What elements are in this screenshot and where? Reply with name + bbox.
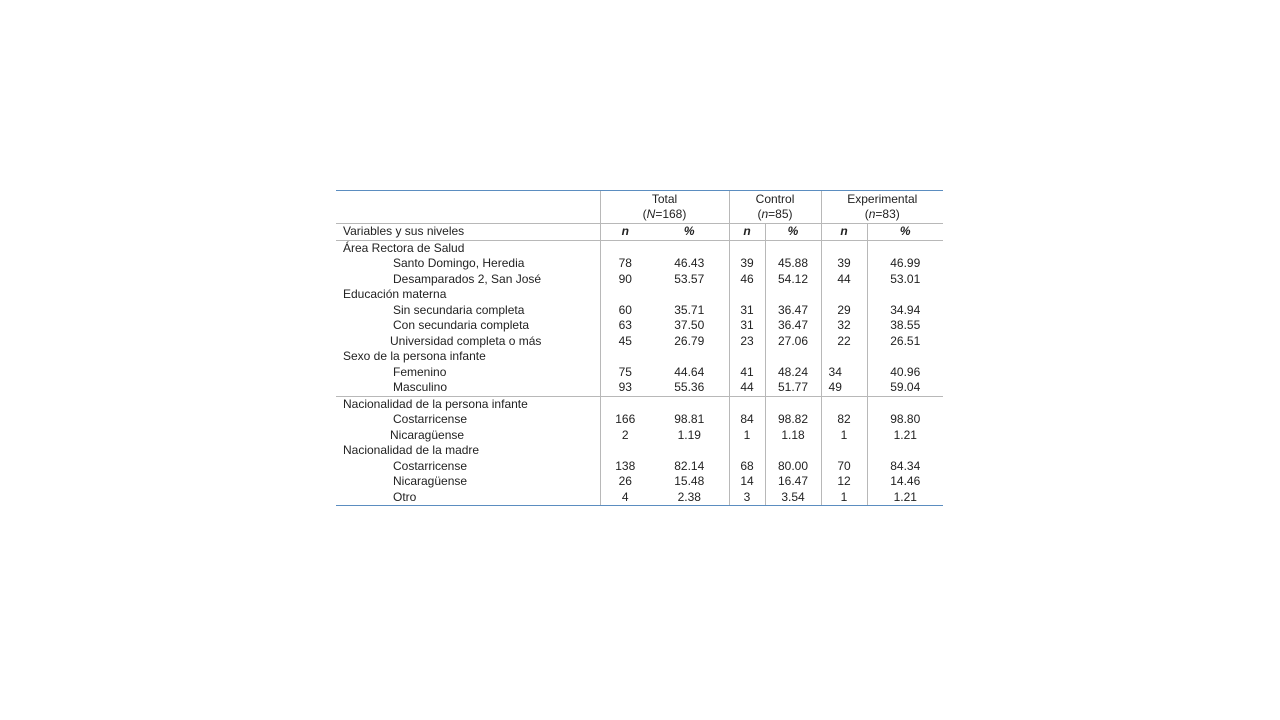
group-label-total: Total bbox=[651, 192, 678, 206]
total-n-cell: 45 bbox=[600, 334, 650, 350]
total-n-header: n bbox=[600, 224, 650, 241]
control-n-cell: 31 bbox=[729, 318, 765, 334]
control-n-cell: 39 bbox=[729, 256, 765, 272]
group-size-prefix: ( bbox=[757, 206, 762, 221]
total-n-cell: 63 bbox=[600, 318, 650, 334]
total-n-cell: 60 bbox=[600, 303, 650, 319]
group-size-prefix: ( bbox=[642, 206, 647, 221]
empty-cell bbox=[821, 349, 867, 365]
header-blank-cell bbox=[336, 191, 600, 224]
section-title: Nacionalidad de la persona infante bbox=[336, 396, 600, 412]
sample-characteristics-table bbox=[336, 190, 943, 506]
control-n-cell: 84 bbox=[729, 412, 765, 428]
experimental-pct-cell: 14.46 bbox=[867, 474, 943, 490]
empty-cell bbox=[867, 287, 943, 303]
total-pct-cell: 1.19 bbox=[677, 427, 701, 442]
experimental-pct-cell: 46.99 bbox=[867, 256, 943, 272]
section-header-row bbox=[336, 349, 943, 365]
empty-cell bbox=[867, 349, 943, 365]
experimental-n-cell: 49 bbox=[821, 380, 867, 396]
empty-cell bbox=[650, 349, 729, 365]
empty-cell bbox=[600, 443, 650, 459]
group-size-value: =168) bbox=[655, 206, 687, 221]
table-row bbox=[336, 380, 943, 396]
empty-cell bbox=[729, 443, 765, 459]
control-n-cell: 68 bbox=[729, 459, 765, 475]
experimental-pct-cell: 1.21 bbox=[867, 428, 943, 444]
control-n-header: n bbox=[729, 224, 765, 241]
level-label: Costarricense bbox=[393, 412, 468, 426]
group-header-row bbox=[336, 191, 943, 224]
empty-cell bbox=[765, 396, 821, 412]
total-pct-cell: 55.36 bbox=[674, 380, 705, 394]
control-pct-cell: 16.47 bbox=[765, 474, 821, 490]
empty-cell bbox=[867, 443, 943, 459]
empty-cell bbox=[600, 240, 650, 256]
control-n-cell: 41 bbox=[729, 365, 765, 381]
experimental-n-cell: 44 bbox=[821, 272, 867, 288]
control-pct-header: % bbox=[765, 224, 821, 241]
experimental-n-cell: 32 bbox=[821, 318, 867, 334]
total-n-cell: 166 bbox=[600, 412, 650, 428]
control-n-cell: 44 bbox=[729, 380, 765, 396]
empty-cell bbox=[867, 396, 943, 412]
table-row bbox=[336, 334, 943, 350]
section-title: Área Rectora de Salud bbox=[343, 240, 465, 255]
experimental-pct-header: % bbox=[867, 224, 943, 241]
experimental-pct-cell: 40.96 bbox=[867, 365, 943, 381]
experimental-n-cell: 1 bbox=[821, 428, 867, 444]
column-header-row bbox=[336, 224, 943, 241]
level-label: Nicaragüense bbox=[393, 474, 468, 488]
control-n-cell: 23 bbox=[729, 334, 765, 350]
empty-cell bbox=[650, 287, 729, 303]
control-n-cell: 14 bbox=[729, 474, 765, 490]
total-n-cell: 93 bbox=[600, 380, 650, 396]
experimental-n-cell: 29 bbox=[821, 303, 867, 319]
total-pct-cell: 53.57 bbox=[674, 271, 705, 286]
empty-cell bbox=[729, 240, 765, 256]
total-pct-header: % bbox=[650, 224, 729, 241]
group-header-experimental bbox=[821, 191, 943, 224]
level-label: Otro bbox=[336, 490, 600, 506]
empty-cell bbox=[821, 287, 867, 303]
total-n-cell: 26 bbox=[600, 474, 650, 490]
experimental-pct-cell: 26.51 bbox=[867, 334, 943, 350]
level-label: Desamparados 2, San José bbox=[393, 271, 542, 286]
experimental-n-cell: 1 bbox=[821, 490, 867, 506]
control-pct-cell: 80.00 bbox=[765, 459, 821, 475]
experimental-n-cell: 82 bbox=[821, 412, 867, 428]
experimental-pct-cell: 59.04 bbox=[867, 380, 943, 396]
table-row bbox=[336, 428, 943, 444]
experimental-pct-cell: 98.80 bbox=[867, 412, 943, 428]
experimental-n-header: n bbox=[821, 224, 867, 241]
total-n-cell: 75 bbox=[600, 365, 650, 381]
total-pct-cell: 98.81 bbox=[674, 412, 705, 426]
level-label: Femenino bbox=[393, 364, 447, 379]
level-label: Con secundaria completa bbox=[393, 318, 530, 332]
variables-header: Variables y sus niveles bbox=[336, 224, 600, 241]
table-row bbox=[336, 318, 943, 334]
section-header-row bbox=[336, 240, 943, 256]
level-label: Costarricense bbox=[393, 458, 468, 473]
group-label-experimental: Experimental bbox=[847, 192, 918, 206]
experimental-pct-cell: 84.34 bbox=[867, 459, 943, 475]
experimental-pct-cell: 53.01 bbox=[867, 272, 943, 288]
empty-cell bbox=[600, 396, 650, 412]
experimental-n-cell: 70 bbox=[821, 459, 867, 475]
experimental-n-cell: 39 bbox=[821, 256, 867, 272]
control-pct-cell: 45.88 bbox=[765, 256, 821, 272]
level-label: Masculino bbox=[393, 380, 448, 394]
section-header-row bbox=[336, 443, 943, 459]
experimental-pct-cell: 1.21 bbox=[867, 490, 943, 506]
experimental-pct-cell: 34.94 bbox=[867, 303, 943, 319]
empty-cell bbox=[765, 443, 821, 459]
table-row bbox=[336, 459, 943, 475]
empty-cell bbox=[650, 396, 729, 412]
empty-cell bbox=[600, 349, 650, 365]
group-header-control bbox=[729, 191, 821, 224]
empty-cell bbox=[729, 396, 765, 412]
group-size-symbol: n bbox=[868, 206, 876, 221]
section-title: Educación materna bbox=[343, 287, 447, 301]
empty-cell bbox=[650, 443, 729, 459]
section-title: Nacionalidad de la madre bbox=[343, 443, 480, 457]
table-row bbox=[336, 303, 943, 319]
total-n-cell: 78 bbox=[600, 256, 650, 272]
section-header-row bbox=[336, 396, 943, 412]
group-size-prefix: ( bbox=[864, 206, 869, 221]
section-title: Sexo de la persona infante bbox=[343, 349, 486, 363]
control-pct-cell: 3.54 bbox=[765, 490, 821, 506]
table-row bbox=[336, 272, 943, 288]
empty-cell bbox=[650, 240, 729, 256]
control-n-cell: 1 bbox=[729, 428, 765, 444]
control-pct-cell: 1.18 bbox=[765, 428, 821, 444]
total-pct-cell: 26.79 bbox=[674, 333, 705, 348]
empty-cell bbox=[867, 240, 943, 256]
group-size-value: =85) bbox=[768, 206, 793, 221]
level-label: Santo Domingo, Heredia bbox=[393, 256, 525, 270]
empty-cell bbox=[729, 349, 765, 365]
experimental-n-cell: 12 bbox=[821, 474, 867, 490]
empty-cell bbox=[600, 287, 650, 303]
control-n-cell: 46 bbox=[729, 272, 765, 288]
control-pct-cell: 48.24 bbox=[765, 365, 821, 381]
group-size-symbol: N bbox=[646, 206, 656, 221]
level-label: Nicaragüense bbox=[390, 427, 465, 442]
group-label-control: Control bbox=[755, 192, 795, 206]
total-n-cell: 4 bbox=[600, 490, 650, 506]
experimental-pct-cell: 38.55 bbox=[867, 318, 943, 334]
empty-cell bbox=[765, 287, 821, 303]
table-row bbox=[336, 490, 943, 506]
table-row bbox=[336, 412, 943, 428]
table-row bbox=[336, 365, 943, 381]
group-size-control bbox=[730, 207, 821, 222]
level-label: Universidad completa o más bbox=[390, 333, 542, 348]
empty-cell bbox=[821, 443, 867, 459]
total-pct-cell: 2.38 bbox=[650, 490, 729, 506]
total-n-cell: 90 bbox=[600, 272, 650, 288]
experimental-n-cell: 34 bbox=[821, 365, 867, 381]
total-pct-cell: 37.50 bbox=[674, 318, 705, 332]
empty-cell bbox=[821, 240, 867, 256]
control-pct-cell: 36.47 bbox=[765, 303, 821, 319]
control-n-cell: 31 bbox=[729, 303, 765, 319]
control-pct-cell: 51.77 bbox=[765, 380, 821, 396]
level-label: Sin secundaria completa bbox=[393, 302, 525, 317]
group-size-value: =83) bbox=[875, 206, 900, 221]
section-header-row bbox=[336, 287, 943, 303]
control-pct-cell: 54.12 bbox=[765, 272, 821, 288]
table-row bbox=[336, 474, 943, 490]
total-n-cell: 138 bbox=[600, 459, 650, 475]
control-n-cell: 3 bbox=[729, 490, 765, 506]
control-pct-cell: 98.82 bbox=[765, 412, 821, 428]
total-n-cell: 2 bbox=[600, 428, 650, 444]
total-pct-cell: 46.43 bbox=[674, 256, 705, 270]
group-header-total bbox=[600, 191, 729, 224]
total-pct-cell: 15.48 bbox=[674, 474, 705, 488]
control-pct-cell: 36.47 bbox=[765, 318, 821, 334]
data-table-container bbox=[336, 190, 943, 506]
empty-cell bbox=[765, 349, 821, 365]
empty-cell bbox=[729, 287, 765, 303]
empty-cell bbox=[821, 396, 867, 412]
experimental-n-cell: 22 bbox=[821, 334, 867, 350]
total-pct-cell: 44.64 bbox=[674, 364, 705, 379]
total-pct-cell: 82.14 bbox=[674, 458, 705, 473]
group-size-total bbox=[601, 207, 729, 222]
total-pct-cell: 35.71 bbox=[674, 302, 705, 317]
table-row bbox=[336, 256, 943, 272]
group-size-symbol: n bbox=[761, 206, 769, 221]
empty-cell bbox=[765, 240, 821, 256]
control-pct-cell: 27.06 bbox=[765, 334, 821, 350]
group-size-experimental bbox=[822, 207, 944, 222]
